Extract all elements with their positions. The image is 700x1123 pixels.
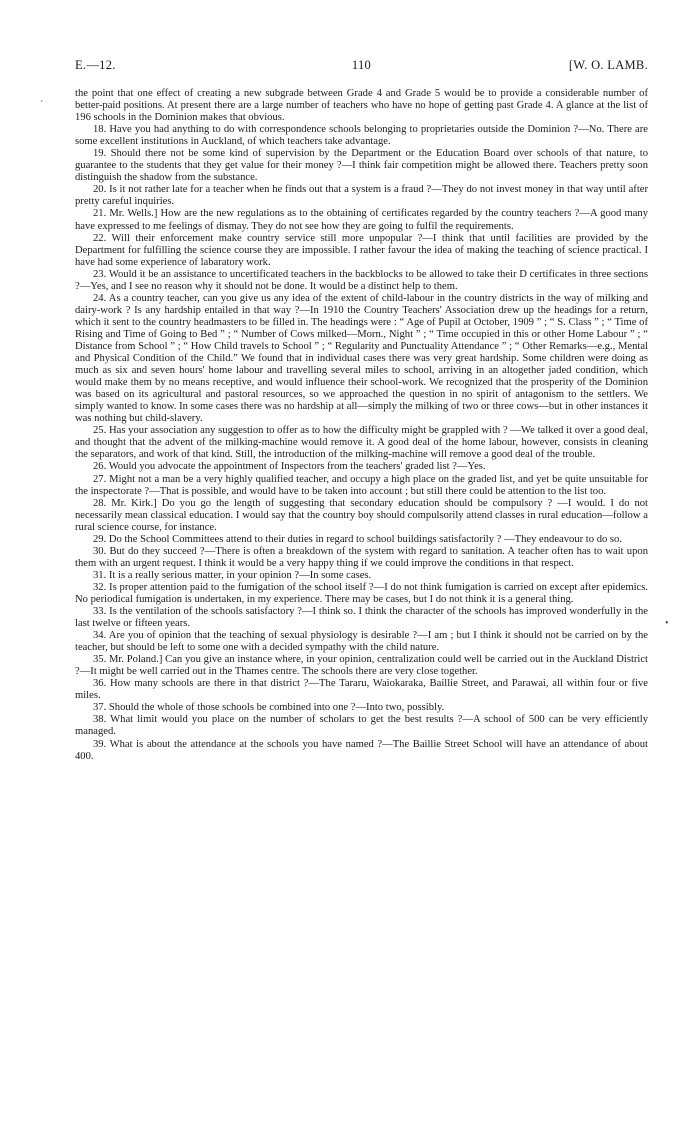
question-27: 27. Might not a man be a very highly qualified teacher, and occupy a high place on the graded list, and yet be quite unsuitable for the inspectorate ?—That is possible, and would have to be taken into account ; but still there could be attention to the list too. <box>75 473 648 497</box>
question-39: 39. What is about the attendance at the schools you have named ?—The Baillie Street School will have an attendance of about 400. <box>75 738 648 762</box>
question-32: 32. Is proper attention paid to the fumigation of the school itself ?—I do not think fumigation is carried on except after epidemics. No periodical fumigation is undertaken, in my experience. There may be cases, but I do not think it is a general thing. <box>75 581 648 605</box>
question-20: 20. Is it not rather late for a teacher when he finds out that a system is a fraud ?—They do not invest money in that way until after pretty careful inquiries. <box>75 184 648 208</box>
margin-dot-mark: • <box>665 618 669 629</box>
question-22: 22. Will their enforcement make country service still more unpopular ?—I think that until facilities are provided by the Department for fulfilling the science course they are impossible. I rather favour the idea of making the teaching of science practical. I have had some experience of labaratory work. <box>75 232 648 268</box>
paragraph-continuation: the point that one effect of creating a new subgrade between Grade 4 and Grade 5 would be to provide a considerable number of better-paid positions. At present there are a large number of teachers who have no hope of getting past Grade 4. A glance at the list of 196 schools in the Dominion makes that obvious. <box>75 88 648 124</box>
evidence-text <box>75 88 648 763</box>
question-23: 23. Would it be an assistance to uncertificated teachers in the backblocks to be allowed to take their D certificates in three sections ?—Yes, and I see no reason why it should not be done. It would be a distinct help to them. <box>75 268 648 292</box>
page-number: 110 <box>351 58 372 72</box>
question-31: 31. It is a really serious matter, in your opinion ?—In some cases. <box>93 569 372 581</box>
question-35: 35. Mr. Poland.] Can you give an instance where, in your opinion, centralization could well be carried out in the Auckland District ?—It might be well carried out in the Thames centre. The schools there are very close together. <box>75 654 648 678</box>
question-37: 37. Should the whole of those schools be combined into one ?—Into two, possibly. <box>93 702 445 714</box>
margin-tick-mark: ´ <box>40 100 44 111</box>
question-26: 26. Would you advocate the appointment of Inspectors from the teachers' graded list ?—Yes. <box>93 461 486 473</box>
question-29: 29. Do the School Committees attend to their duties in regard to school buildings satisfactorily ? —They endeavour to do so. <box>93 533 622 545</box>
question-33: 33. Is the ventilation of the schools satisfactory ?—I think so. I think the character of the schools has improved wonderfully in the last twelve or fifteen years. <box>75 606 648 630</box>
question-18: 18. Have you had anything to do with correspondence schools belonging to proprietaries outside the Dominion ?—No. There are some excellent institutions in Auckland, of which teachers take advantage. <box>75 124 648 148</box>
question-19: 19. Should there not be some kind of supervision by the Department or the Education Board over schools of that nature, to guarantee to the students that they get value for their money ?—I think fair competition might be allowed there. Teachers pretty soon distinguish the shadow from the substance. <box>75 148 648 184</box>
document-code: E.—12. <box>75 58 116 72</box>
question-38: 38. What limit would you place on the number of scholars to get the best results ?—A school of 500 can be very efficiently managed. <box>75 714 648 738</box>
question-28: 28. Mr. Kirk.] Do you go the length of suggesting that secondary education should be compulsory ? —I would. I do not necessarily mean classical education. I would say that the country boy should compulsorily attend classes in rural education—follow a rural science course, for instance. <box>75 497 648 533</box>
question-36: 36. How many schools are there in that district ?—The Tararu, Waiokaraka, Baillie Street, and Parawai, all within four or five miles. <box>75 678 648 702</box>
question-30: 30. But do they succeed ?—There is often a breakdown of the system with regard to sanitation. A teacher often has to wait upon them with an urgent request. I think it would be a very happy thing if we could improve the conditions in that respect. <box>75 545 648 569</box>
question-34: 34. Are you of opinion that the teaching of sexual physiology is desirable ?—I am ; but I think it should not be carried on by the teacher, but should be left to some one with a decided sympathy with the child nature. <box>75 630 648 654</box>
witness-name: [W. O. LAMB. <box>568 58 648 72</box>
question-24: 24. As a country teacher, can you give us any idea of the extent of child-labour in the country districts in the way of milking and dairy-work ? Is any hardship entailed in that way ?—In 1910 the Country Teachers' Association drew up the headings for a return, which it sent to the country headmasters to be filled in. The headings were : “ Age of Pupil at October, 1909 ” ; “ S. Class ” ; “ Time of Rising and Time of Going to Bed ” ; “ Number of Cows milked—Morn., Night ” ; “ Time occupied in this or other Home Labour ” ; “ Distance from School ” ; “ How Child travels to School ” ; “ Regularity and Punctuality Attendance ” ; “ Other Remarks—e.g., Mental and Physical Condition of the Child.” We found that in individual cases there was very great hardship. Some children were doing as much as six and seven hours' home labour and travelling several miles to school, arriving in an altogether jaded condition, which would make them by no means receptive, and would influence their school-work. We recognized that the prosperity of the Dominion was based on its agricultural and pastoral resources, so we approached the question in no spirit of antagonism to the settlers. We simply wanted to know. In some cases there was no hardship at all—simply the milking of two or three cows—but in other instances it was nothing but child-slavery. <box>75 292 648 425</box>
question-21: 21. Mr. Wells.] How are the new regulations as to the obtaining of certificates regarded by the country teachers ?—A good many have expressed to me feelings of dismay. They do not see how they are going to fulfil the requirements. <box>75 208 648 232</box>
question-25: 25. Has your association any suggestion to offer as to how the difficulty might be grappled with ? —We talked it over a good deal, and thought that the advent of the milking-machine would remove it. A good deal of the home labour, however, consists in cleaning the separators, and work of that kind. Still, the introduction of the milking-machine will remove a good deal of the trouble. <box>75 425 648 461</box>
page-header <box>75 58 648 74</box>
